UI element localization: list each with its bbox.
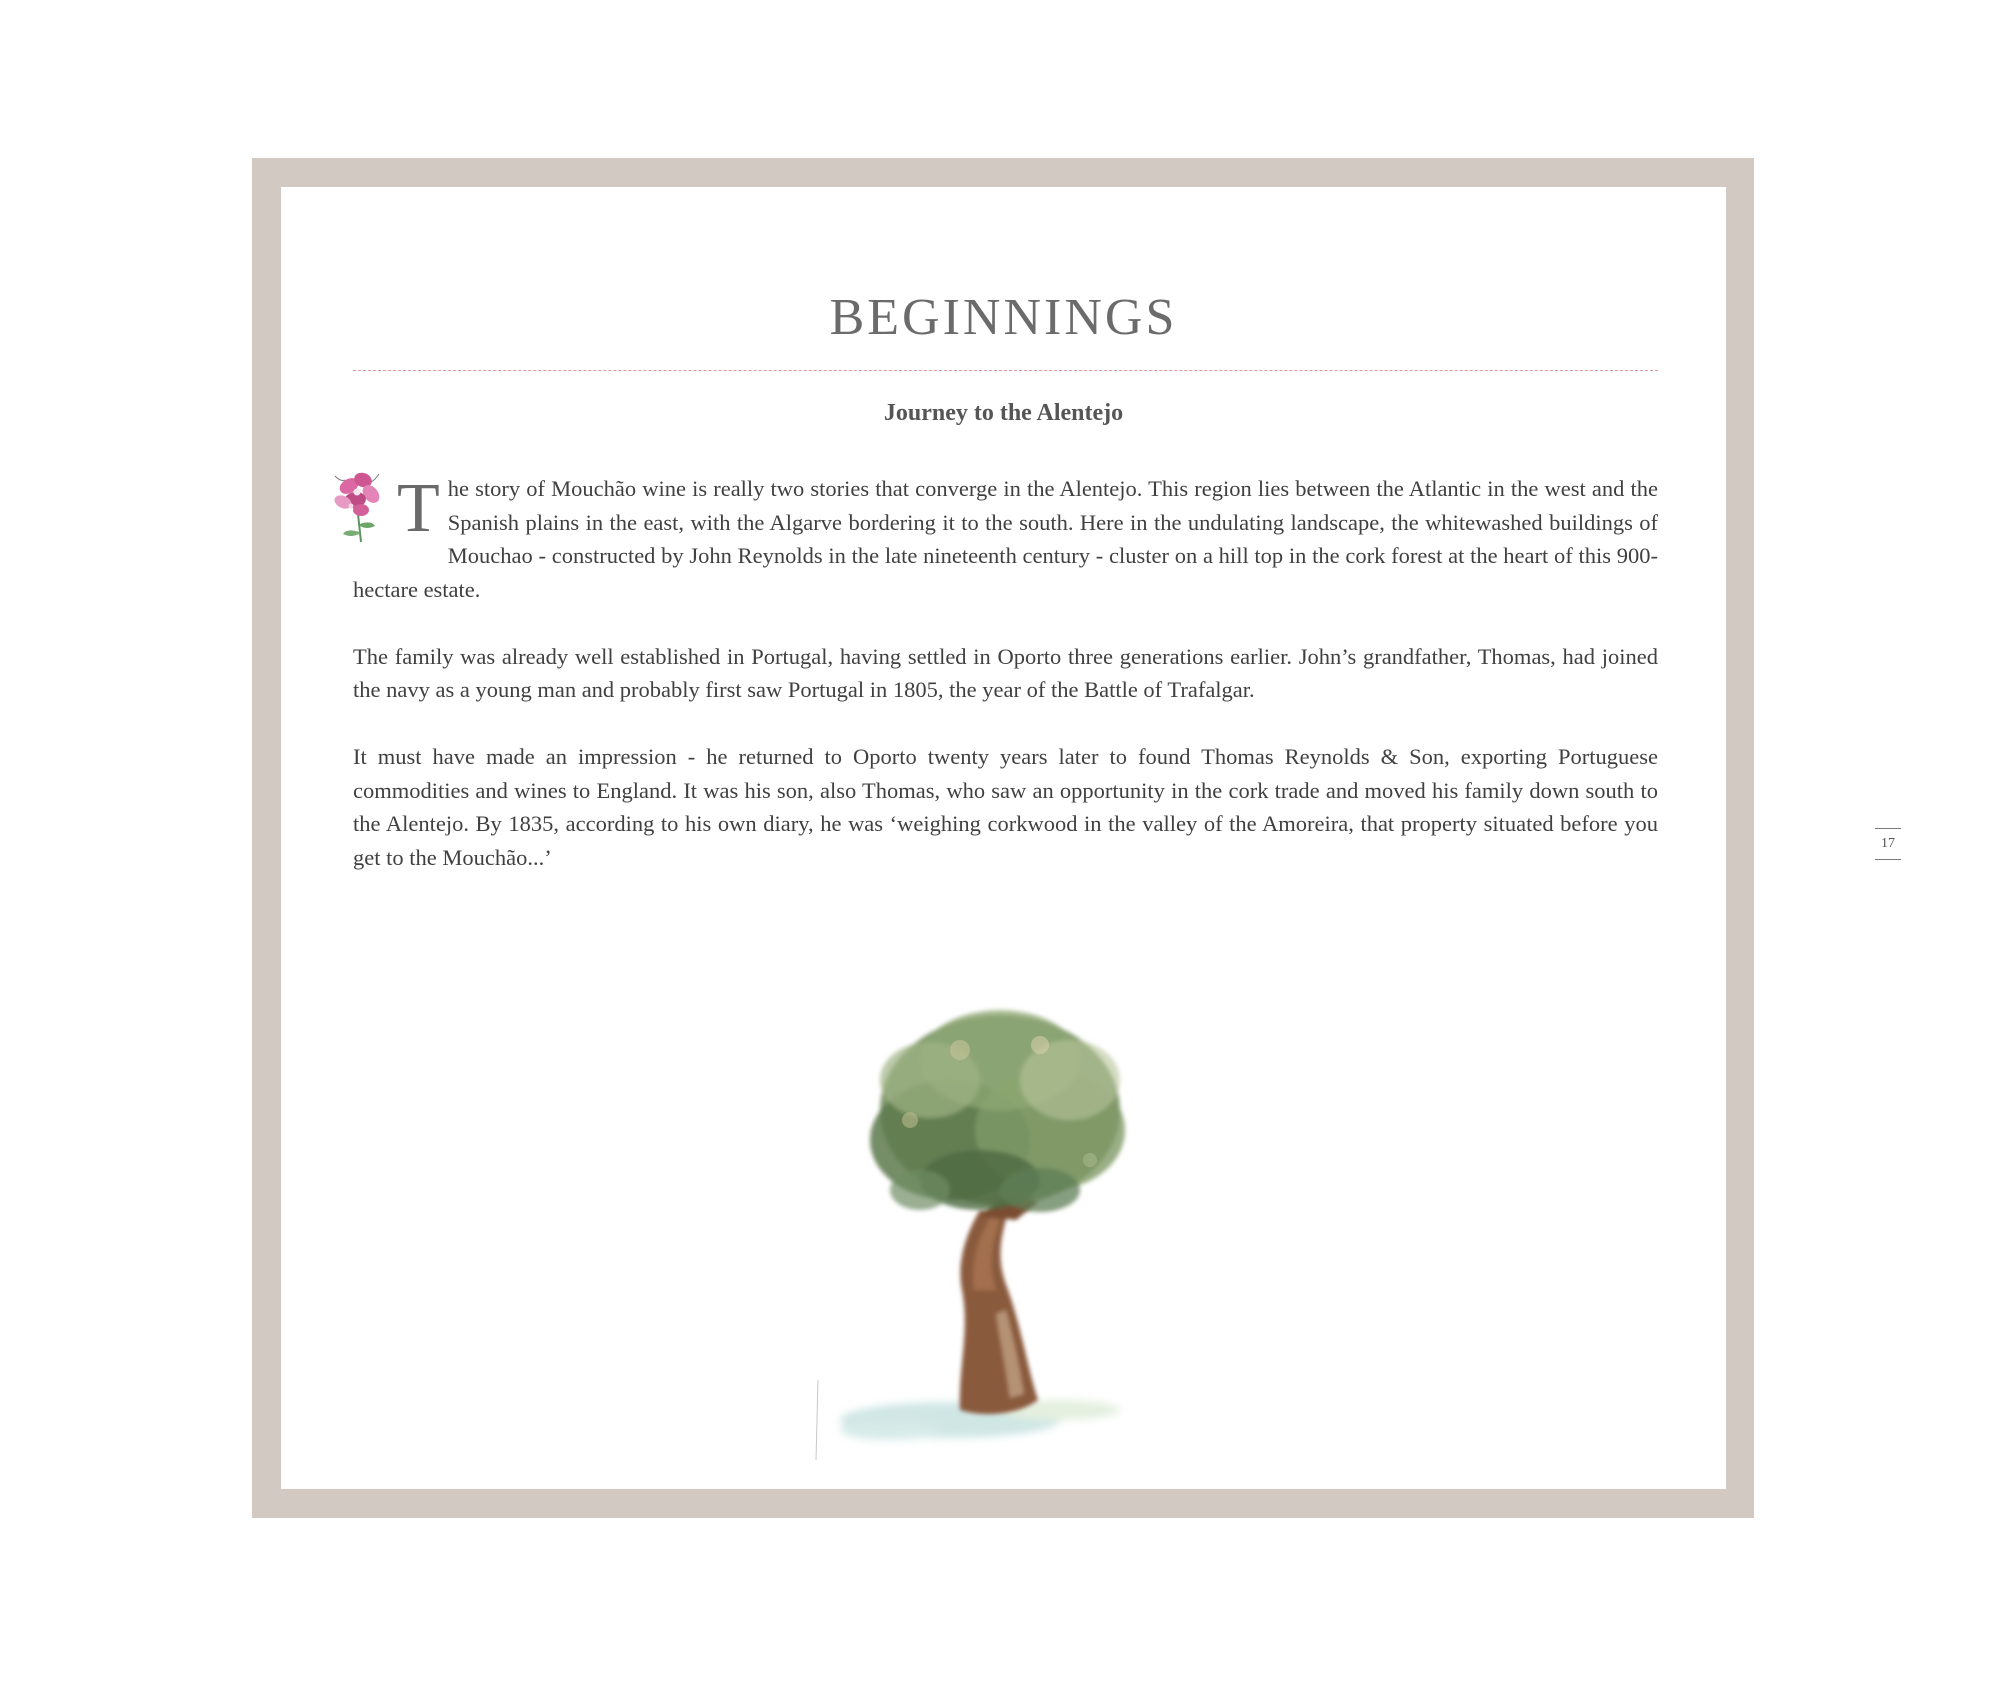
- page-title: BEGINNINGS: [829, 289, 1178, 346]
- page-number-marker: [1875, 828, 1901, 860]
- cork-tree-watercolor: [810, 990, 1190, 1470]
- paragraph-1-text: he story of Mouchão wine is really two stories that converge in the Alentejo. This region lies between the Atlantic in the west and the Spanish plains in the east, with the Algarve bordering it to the south. Here in the undulating landscape, the whitewashed buildings of Mouchao - constructed by John Reynolds in the late nineteenth century - cluster on a hill top in the cork forest at the heart of this 900-hectare estate.: [353, 476, 1658, 602]
- paragraph-1: [353, 472, 1658, 606]
- body-text: [353, 472, 1658, 908]
- paragraph-3: It must have made an impression - he returned to Oporto twenty years later to found Thomas Reynolds & Son, exporting Portuguese commodities and wines to England. It was his son, also Thomas, who saw an opportunity in the cork trade and moved his family down south to the Alentejo. By 1835, according to his own diary, he was ‘weighing corkwood in the valley of the Amoreira, that property situated before you get to the Mouchão...’: [353, 744, 1658, 870]
- section-subtitle: Journey to the Alentejo: [883, 400, 1124, 426]
- page-number: 17: [1881, 836, 1895, 851]
- drop-cap: T: [397, 470, 440, 547]
- title-divider: [353, 370, 1658, 371]
- page-number-rule-bottom: [1875, 859, 1901, 860]
- paragraph-2: The family was already well established in Portugal, having settled in Oporto three generations earlier. John’s grandfather, Thomas, had joined the navy as a young man and probably first saw Portugal in 1805, the year of the Battle of Trafalgar.: [353, 643, 1658, 702]
